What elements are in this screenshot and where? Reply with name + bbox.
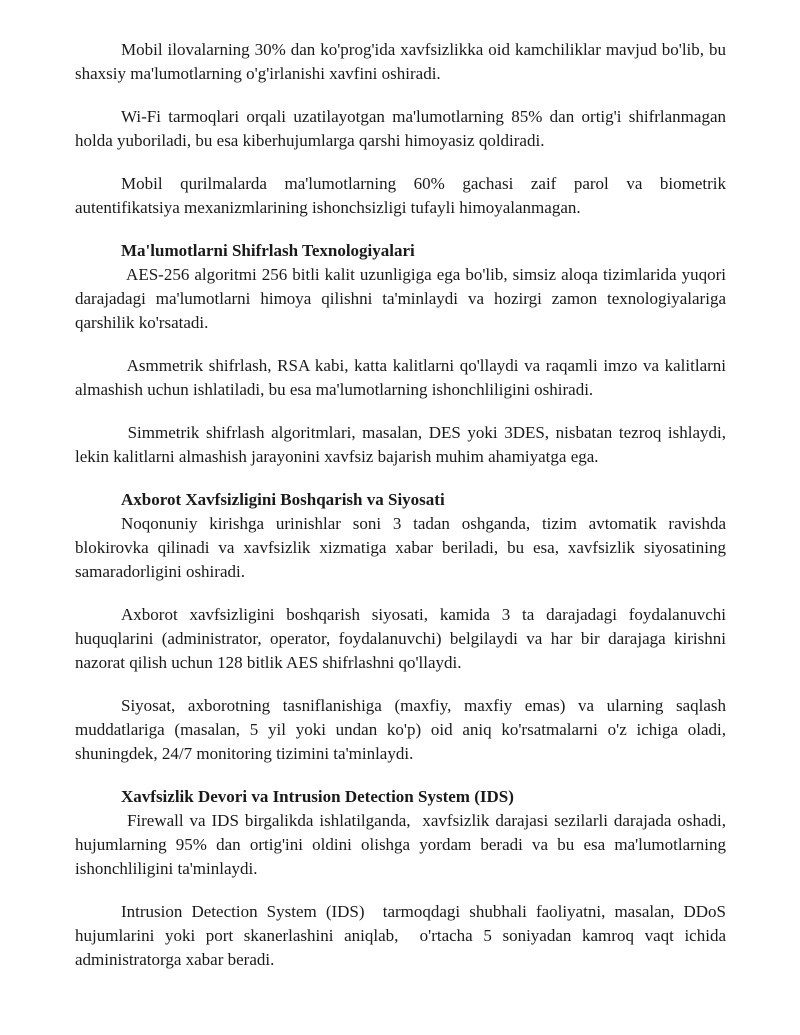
paragraph: Intrusion Detection System (IDS) tarmoqdagi shubhali faoliyatni, masalan, DDoS hujumlarini yoki port skanerlashini aniqlab, o'rtacha 5 soniyadan kamroq vaqt ichida administratorga xabar beradi. [75, 902, 731, 969]
paragraph: Simmetrik shifrlash algoritmlari, masalan, DES yoki 3DES, nisbatan tezroq ishlaydi, lekin kalitlarni almashish jarayonini xavfsiz bajarish muhim ahamiyatga ega. [75, 423, 731, 466]
section-heading-firewall: Xavfsizlik Devori va Intrusion Detection System (IDS) [121, 787, 514, 806]
paragraph: Axborot xavfsizligini boshqarish siyosati, kamida 3 ta darajadagi foydalanuvchi huquqlarini (administrator, operator, foydalanuvchi) belgilaydi va har bir darajaga kirishni nazorat qilish uchun 128 bitlik AES shifrlashni qo'llaydi. [75, 605, 726, 672]
paragraph: Asmmetrik shifrlash, RSA kabi, katta kalitlarni qo'llaydi va raqamli imzo va kalitlarni almashish uchun ishlatiladi, bu esa ma'lumotlarning ishonchliligini oshiradi. [75, 356, 731, 399]
paragraph: Wi-Fi tarmoqlari orqali uzatilayotgan ma'lumotlarning 85% dan ortig'i shifrlanmagan holda yuboriladi, bu esa kiberhujumlarga qarshi himoyasiz qoldiradi. [75, 107, 726, 150]
paragraph: Firewall va IDS birgalikda ishlatilganda, xavfsizlik darajasi sezilarli darajada oshadi, hujumlarning 95% dan ortig'ini oldini olishga yordam beradi va bu esa ma'lumotlarning ishonchliligini ta'minlaydi. [75, 811, 731, 878]
paragraph: AES-256 algoritmi 256 bitli kalit uzunligiga ega bo'lib, simsiz aloqa tizimlarida yuqori darajadagi ma'lumotlarni himoya qilishni ta'minlaydi va hozirgi zamon texnologiyalariga qarshilik ko'rsatadi. [75, 265, 731, 332]
paragraph: Mobil qurilmalarda ma'lumotlarning 60% gachasi zaif parol va biometrik autentifikatsiya mexanizmlarining ishonchsizligi tufayli himoyalanmagan. [75, 174, 726, 217]
section-heading-policy: Axborot Xavfsizligini Boshqarish va Siyosati [121, 490, 445, 509]
paragraph: Noqonuniy kirishga urinishlar soni 3 tadan oshganda, tizim avtomatik ravishda blokirovka qilinadi va xavfsizlik xizmatiga xabar beriladi, bu esa, xavfsizlik siyosatining samaradorligini oshiradi. [75, 514, 726, 581]
document-page [75, 38, 731, 972]
paragraph: Siyosat, axborotning tasniflanishiga (maxfiy, maxfiy emas) va ularning saqlash muddatlariga (masalan, 5 yil yoki undan ko'p) oid aniq ko'rsatmalarni o'z ichiga oladi, shuningdek, 24/7 monitoring tizimini ta'minlaydi. [75, 696, 726, 763]
paragraph: Mobil ilovalarning 30% dan ko'prog'ida xavfsizlikka oid kamchiliklar mavjud bo'lib, bu shaxsiy ma'lumotlarning o'g'irlanishi xavfini oshiradi. [75, 40, 726, 83]
section-heading-encryption: Ma'lumotlarni Shifrlash Texnologiyalari [121, 241, 415, 260]
